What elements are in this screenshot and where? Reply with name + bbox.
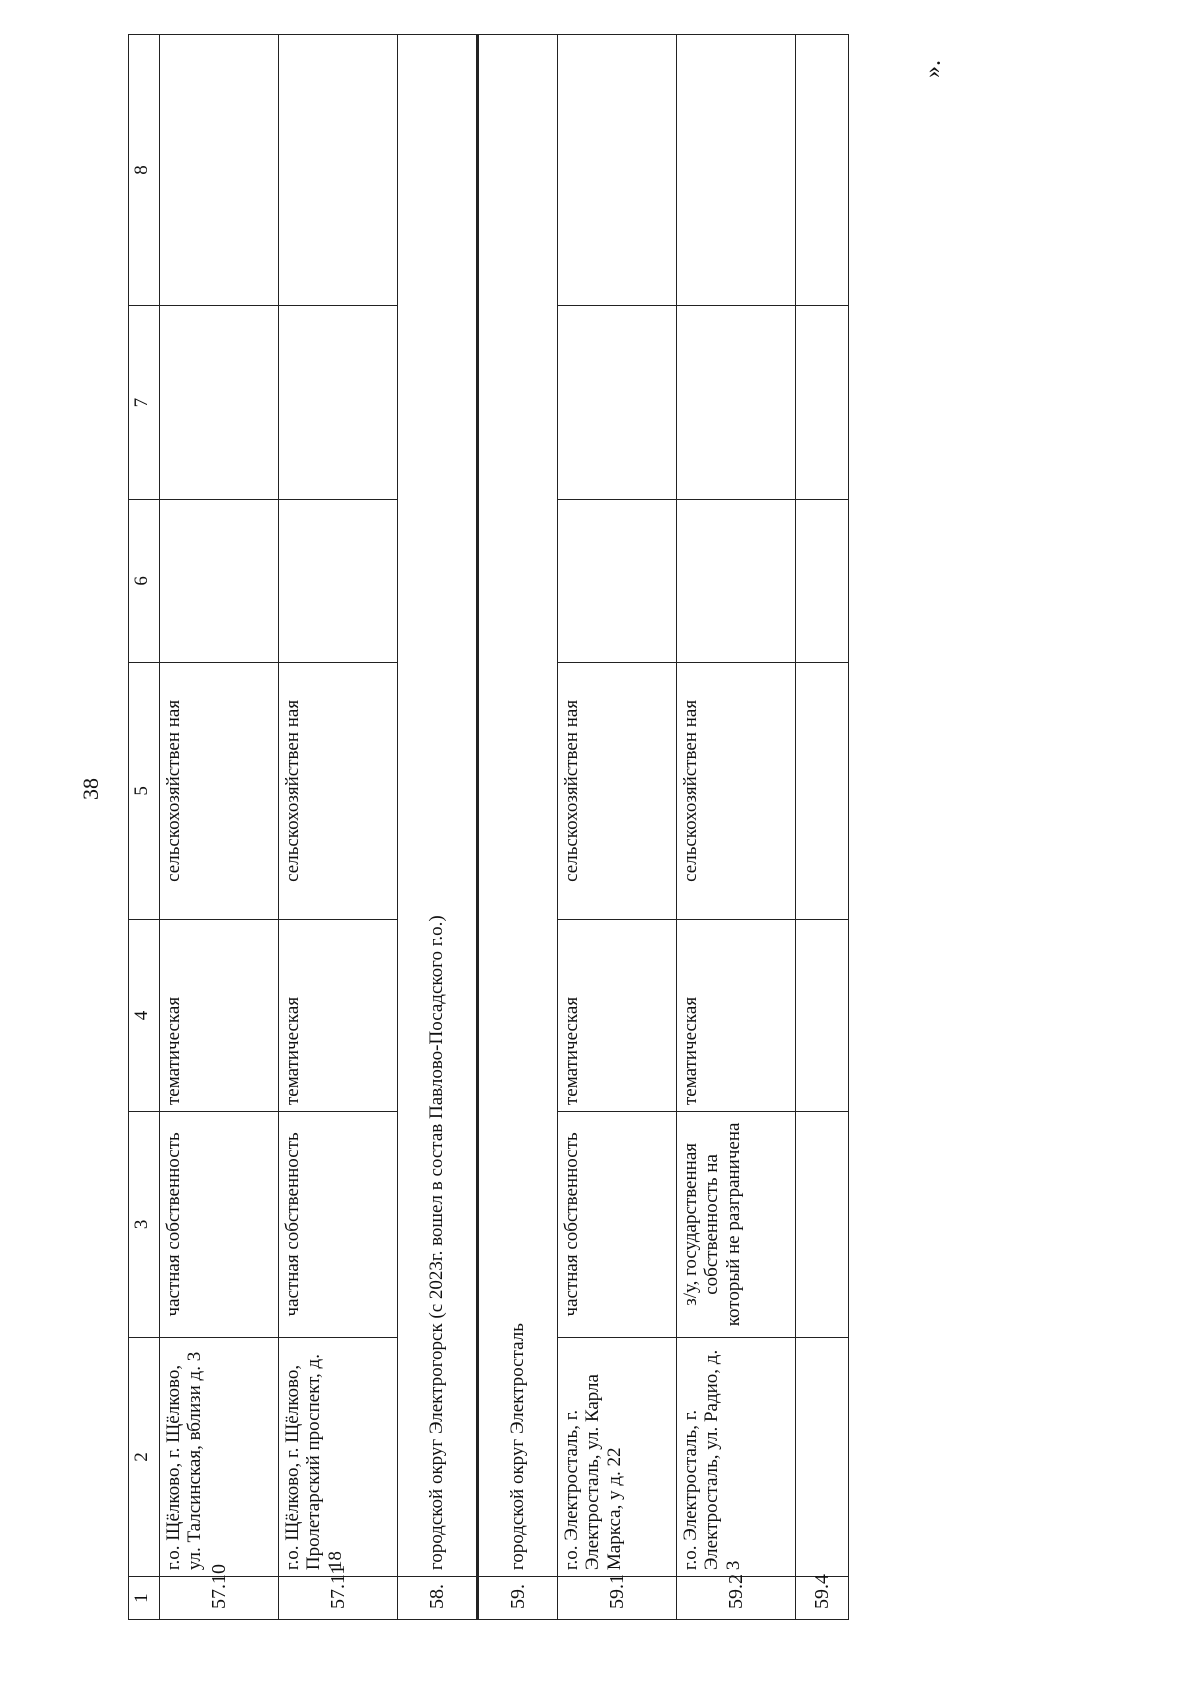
header-cell: 4: [129, 920, 160, 1112]
col6-cell: [558, 500, 677, 663]
address-cell: [796, 1337, 849, 1576]
document-table-container: [128, 34, 849, 1620]
col8-cell: [160, 35, 279, 306]
col6-cell: [677, 500, 796, 663]
row-number: 59.2: [677, 1577, 796, 1620]
specialization-cell: сельскохозяйствен ная: [677, 662, 796, 919]
col8-cell: [279, 35, 398, 306]
type-cell: тематическая: [677, 920, 796, 1112]
row-number: 59.4: [796, 1577, 849, 1620]
address-cell: г.о. Электросталь, г. Электросталь, ул. Карла Маркса, у д. 22: [558, 1337, 677, 1576]
address-cell: г.о. Щёлково, г. Щёлково, ул. Талсинская, вблизи д. 3: [160, 1337, 279, 1576]
col7-cell: [160, 305, 279, 499]
header-cell: 5: [129, 662, 160, 919]
header-cell: 1: [129, 1577, 160, 1620]
ownership-cell: частная собственность: [558, 1112, 677, 1338]
col8-cell: [677, 35, 796, 306]
table-row: [279, 35, 398, 1620]
ownership-cell: з/у, государственная собственность на который не разграничена: [677, 1112, 796, 1338]
header-cell: 6: [129, 500, 160, 663]
ownership-cell: [796, 1112, 849, 1338]
header-cell: 2: [129, 1337, 160, 1576]
header-cell: 8: [129, 35, 160, 306]
specialization-cell: сельскохозяйствен ная: [160, 662, 279, 919]
address-cell: г.о. Электросталь, г. Электросталь, ул. Радио, д. 3: [677, 1337, 796, 1576]
header-row: [129, 35, 160, 1620]
col6-cell: [160, 500, 279, 663]
table-row: [160, 35, 279, 1620]
header-cell: 7: [129, 305, 160, 499]
section-title: городской округ Электрогорск (с 2023г. вошел в состав Павлово-Посадского г.о.): [398, 35, 478, 1577]
col7-cell: [279, 305, 398, 499]
col8-cell: [796, 35, 849, 306]
ownership-cell: частная собственность: [160, 1112, 279, 1338]
table-row: [558, 35, 677, 1620]
type-cell: тематическая: [279, 920, 398, 1112]
row-number: 58.: [398, 1577, 478, 1620]
section-row: [478, 35, 558, 1620]
type-cell: [796, 920, 849, 1112]
type-cell: тематическая: [160, 920, 279, 1112]
table-row: [677, 35, 796, 1620]
specialization-cell: сельскохозяйствен ная: [558, 662, 677, 919]
col6-cell: [279, 500, 398, 663]
specialization-cell: [796, 662, 849, 919]
row-number: 57.10: [160, 1577, 279, 1620]
col7-cell: [796, 305, 849, 499]
ownership-cell: частная собственность: [279, 1112, 398, 1338]
page-number: 38: [78, 778, 103, 800]
header-cell: 3: [129, 1112, 160, 1338]
table-row: [796, 35, 849, 1620]
address-cell: г.о. Щёлково, г. Щёлково, Пролетарский проспект, д. 18: [279, 1337, 398, 1576]
section-title: городской округ Электросталь: [478, 35, 558, 1577]
specialization-cell: сельскохозяйствен ная: [279, 662, 398, 919]
row-number: 57.11: [279, 1577, 398, 1620]
document-table: [128, 34, 849, 1620]
row-number: 59.1: [558, 1577, 677, 1620]
col8-cell: [558, 35, 677, 306]
row-number: 59.: [478, 1577, 558, 1620]
closing-quote: ».: [920, 60, 946, 78]
col6-cell: [796, 500, 849, 663]
col7-cell: [558, 305, 677, 499]
type-cell: тематическая: [558, 920, 677, 1112]
col7-cell: [677, 305, 796, 499]
section-row: [398, 35, 478, 1620]
